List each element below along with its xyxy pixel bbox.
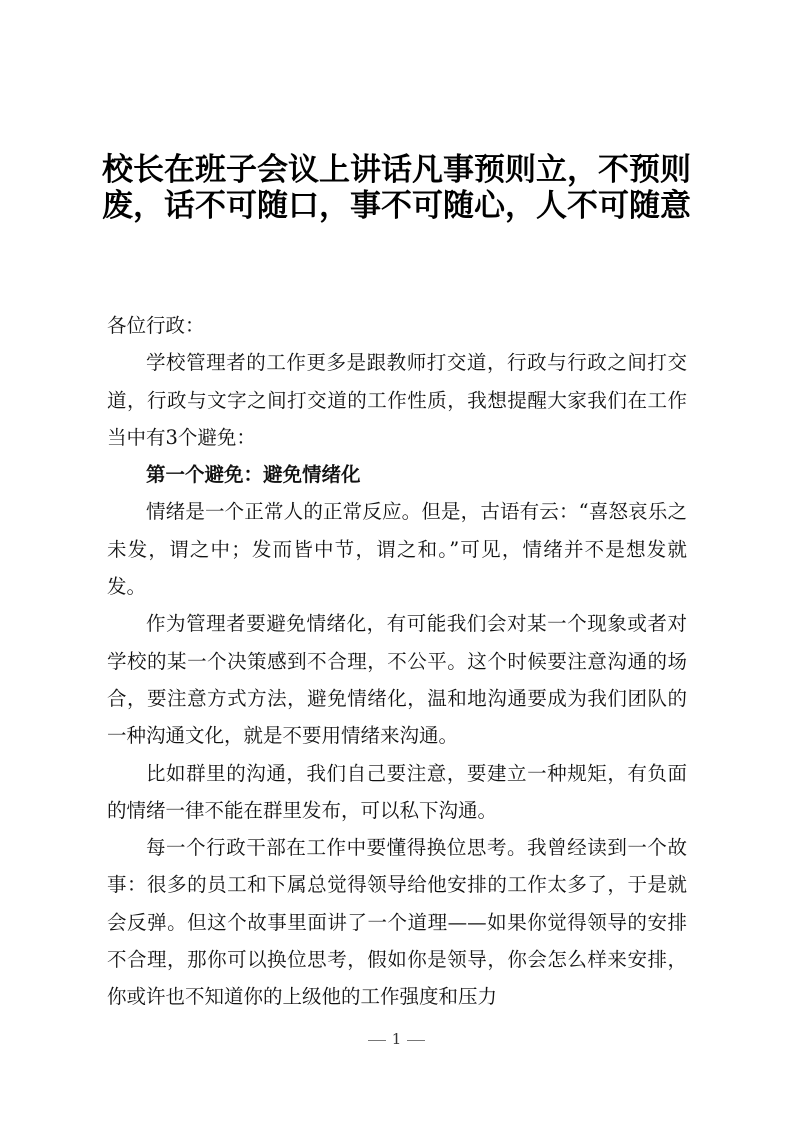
page-footer: [0, 1030, 793, 1048]
document-body: [107, 307, 687, 1016]
salutation: 各位行政：: [107, 314, 205, 337]
dash-left: [368, 1040, 386, 1041]
paragraph: 学校管理者的工作更多是跟教师打交道，行政与行政之间打交道，行政与文字之间打交道的工作性质，我想提醒大家我们在工作当中有3个避免：: [107, 351, 687, 449]
paragraph: 每一个行政干部在工作中要懂得换位思考。我曾经读到一个故事：很多的员工和下属总觉得领导给他安排的工作太多了，于是就会反弹。但这个故事里面讲了一个道理——如果你觉得领导的安排不合理，那你可以换位思考，假如你是领导，你会怎么样来安排，你或许也不知道你的上级他的工作强度和压力: [107, 836, 687, 1009]
document-title: 校长在班子会议上讲话凡事预则立，不预则废，话不可随口，事不可随心，人不可随意: [102, 152, 691, 224]
paragraph: 作为管理者要避免情绪化，有可能我们会对某一个现象或者对学校的某一个决策感到不合理，不公平。这个时候要注意沟通的场合，要注意方式方法，避免情绪化，温和地沟通要成为我们团队的一种沟通文化，就是不要用情绪来沟通。: [107, 612, 687, 748]
page-number: 1: [391, 1030, 402, 1048]
paragraph: 比如群里的沟通，我们自己要注意，要建立一种规矩，有负面的情绪一律不能在群里发布，可以私下沟通。: [107, 761, 687, 822]
dash-right: [407, 1040, 425, 1041]
paragraph: 情绪是一个正常人的正常反应。但是，古语有云：“喜怒哀乐之未发，谓之中；发而皆中节，谓之和。”可见，情绪并不是想发就发。: [107, 500, 687, 599]
section-heading: 第一个避免：避免情绪化: [146, 463, 361, 487]
